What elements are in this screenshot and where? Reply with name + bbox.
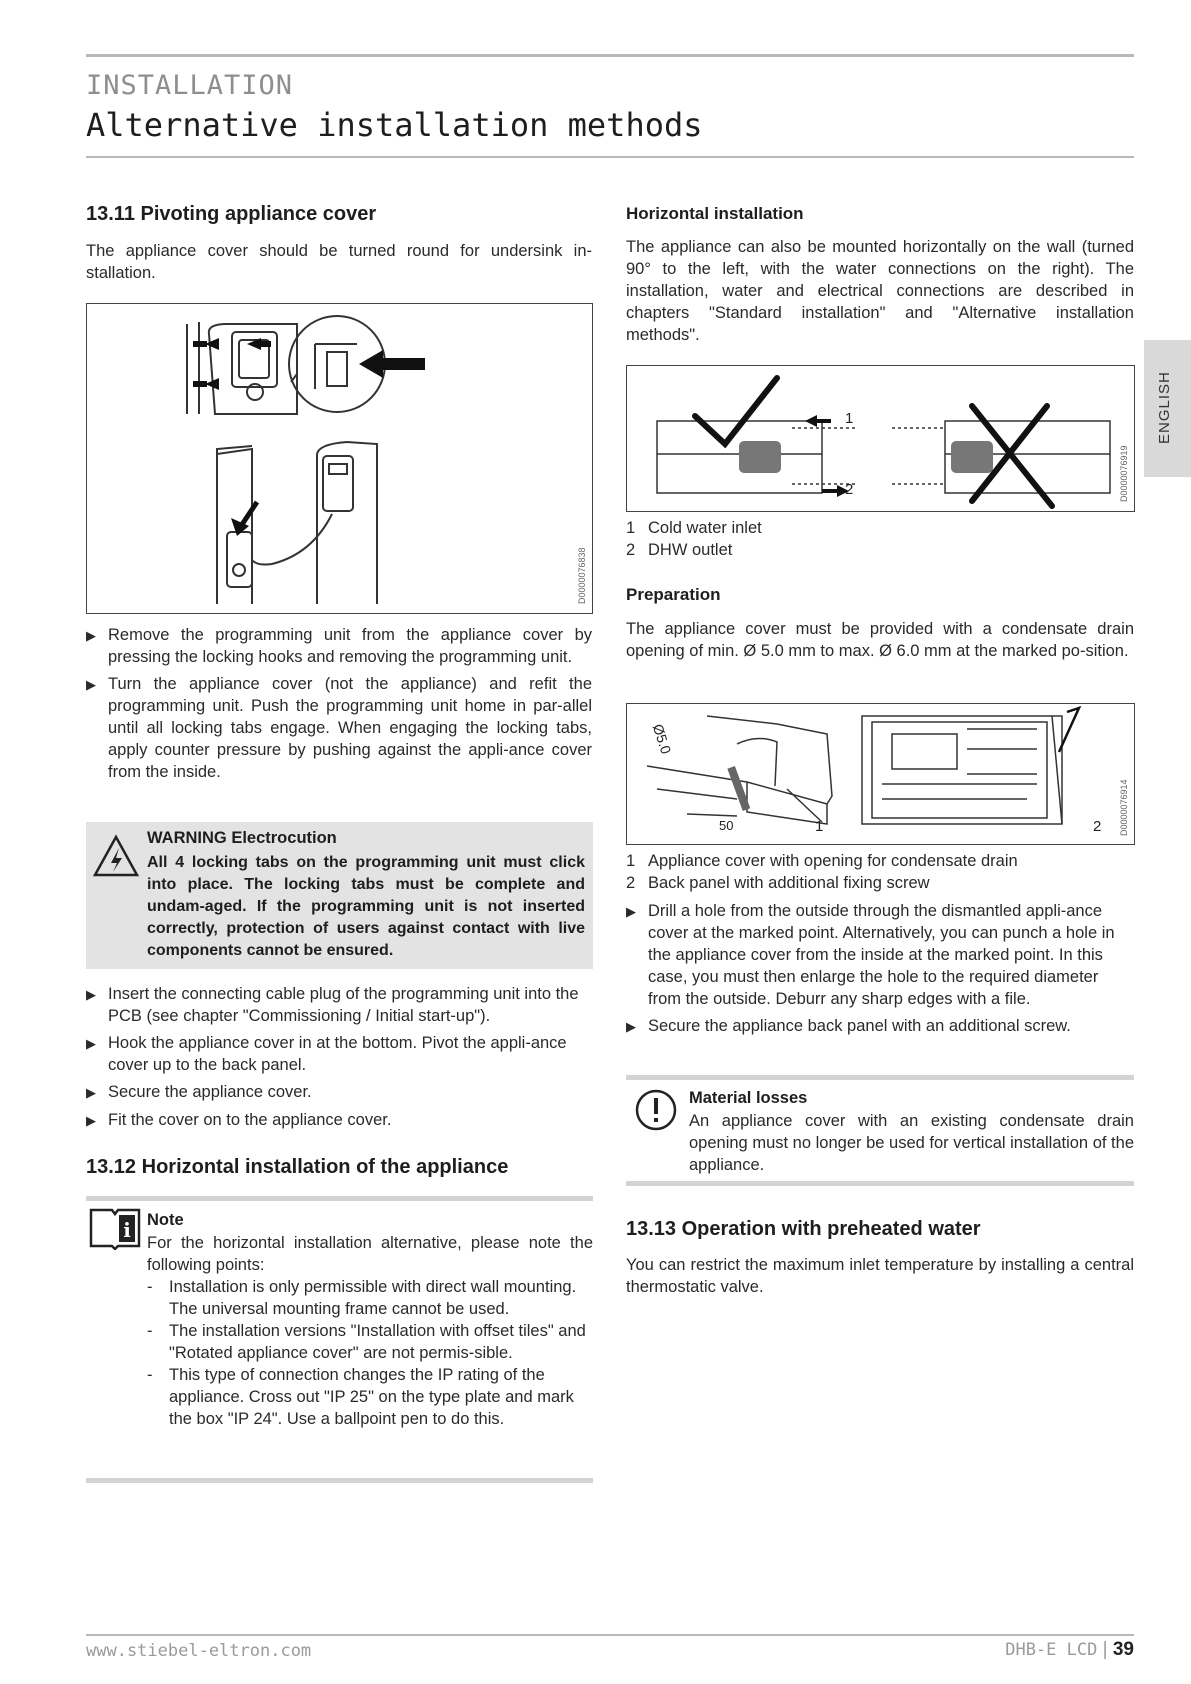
warning-box [86,822,593,969]
bullet-triangle-icon: ▶ [86,987,96,1002]
section-13-11-heading [86,203,376,226]
footer-url[interactable]: www.stiebel-eltron.com [86,1641,312,1661]
label-2: 2 [845,481,854,498]
material-losses-title: Material losses [689,1089,808,1107]
preparation-heading: Preparation [626,585,721,604]
section-13-13-heading [626,1218,981,1241]
horizontal-orientation-illustration [627,366,1134,511]
pivot-cover-illustration [87,304,592,613]
bullet-item: ▶ Insert the connecting cable plug of the programming unit into the PCB (see chapter "Commissioning / Initial start-up"). [86,985,579,1025]
figure-id: D0000076914 [1119,779,1129,836]
preparation-bullets [626,900,1134,1038]
figure-condensate-drain [626,703,1135,845]
section-13-11-intro: The appliance cover should be turned round for undersink in-stallation. [86,242,592,282]
bullet-list-b [86,983,592,1132]
material-losses-text: An appliance cover with an existing condensate drain opening must no longer be used for vertical installation of the appliance. [689,1112,1134,1174]
section-title: Operation with preheated water [681,1218,981,1240]
material-bottom-bar [626,1181,1134,1186]
note-list [147,1276,593,1430]
label-1: 1 [845,410,854,427]
bullet-triangle-icon: ▶ [86,1113,96,1128]
bullet-triangle-icon: ▶ [626,904,636,919]
bullet-list-a [86,624,592,783]
bullet-triangle-icon: ▶ [86,677,96,692]
note-bottom-bar [86,1478,593,1483]
legend-item: 2 DHW outlet [626,541,733,559]
exclamation-circle-icon [634,1088,678,1132]
svg-text:i: i [123,1218,131,1242]
top-rule [86,54,1134,57]
note-list-item: - The installation versions "Installation with offset tiles" and "Rotated appliance cover" are not permis-sible. [147,1322,586,1362]
legend-item: 2 Back panel with additional fixing screw [626,874,930,892]
warning-electrocution-icon [92,834,140,878]
figure-pivot-cover [86,303,593,614]
language-tab[interactable] [1144,340,1191,477]
footer-page-info [1005,1639,1134,1661]
footer-product: DHB-E LCD [1005,1640,1098,1660]
language-tab-label: ENGLISH [1156,371,1173,444]
diameter-label: Ø5.0 [649,722,675,756]
header-rule [86,156,1134,158]
info-book-icon [88,1206,142,1250]
bullet-item: ▶ Remove the programming unit from the appliance cover by pressing the locking hooks and removing the programming unit. [86,626,592,666]
bullet-triangle-icon: ▶ [86,1085,96,1100]
footer-rule [86,1634,1134,1636]
page-number: 39 [1112,1639,1134,1660]
section-number: 13.13 [626,1218,677,1240]
material-top-bar [626,1075,1134,1080]
label-1: 1 [815,818,824,835]
footer-separator: | [1102,1639,1108,1660]
note-text: For the horizontal installation alternative, please note the following points: [147,1234,593,1274]
figure-id: D0000076838 [577,547,587,604]
bullet-triangle-icon: ▶ [86,1036,96,1051]
warning-text: All 4 locking tabs on the programming unit must click into place. The locking tabs must be complete and undam-aged. If the programming unit is not inserted correctly, protection of users against contact with live components cannot be ensured. [147,854,585,959]
note-list-item: - This type of connection changes the IP rating of the appliance. Cross out "IP 25" on the type plate and mark the box "IP 24". Use a ballpoint pen to do this. [147,1366,574,1428]
bullet-item: ▶ Turn the appliance cover (not the appliance) and refit the programming unit. Push the programming unit home in par-allel until all locking tabs engage. When engaging the locking tabs, apply counter pressure by pushing against the appli-ance cover from the inside. [86,675,592,781]
figure-id: D0000076919 [1119,445,1129,502]
bullet-item: ▶ Hook the appliance cover in at the bottom. Pivot the appli-ance cover up to the back panel. [86,1034,567,1074]
section-label: INSTALLATION [86,70,294,101]
note-list-item: - Installation is only permissible with direct wall mounting. The universal mounting frame cannot be used. [147,1278,577,1318]
section-13-12-heading [86,1156,508,1179]
horizontal-installation-heading: Horizontal installation [626,204,804,223]
section-title: Horizontal installation of the appliance [141,1156,509,1178]
bullet-triangle-icon: ▶ [626,1019,636,1034]
figure-horizontal-orientation [626,365,1135,512]
note-title: Note [147,1211,184,1229]
section-number: 13.11 [86,203,135,225]
page-title: Alternative installation methods [86,106,703,144]
section-number: 13.12 [86,1156,137,1178]
condensate-drain-illustration [627,704,1134,844]
bullet-item: ▶ Secure the appliance cover. [86,1081,592,1104]
warning-title: WARNING Electrocution [147,829,337,847]
horizontal-installation-text: The appliance can also be mounted horizontally on the wall (turned 90° to the left, with the water connections on the right). The installation, water and electrical connections are described in chapters "Standard installation" and "Alternative installation methods". [626,238,1134,344]
note-top-bar [86,1196,593,1201]
section-title: Pivoting appliance cover [140,203,377,225]
legend-horizontal [626,517,1134,561]
legend-item: 1 Cold water inlet [626,519,762,537]
section-13-13-text: You can restrict the maximum inlet temperature by installing a central thermostatic valve. [626,1256,1134,1296]
bullet-item: ▶ Secure the appliance back panel with an additional screw. [626,1015,1134,1038]
legend-item: 1 Appliance cover with opening for condensate drain [626,852,1018,870]
preparation-text: The appliance cover must be provided with a condensate drain opening of min. Ø 5.0 mm to max. Ø 6.0 mm at the marked po-sition. [626,620,1134,660]
legend-preparation [626,850,1134,894]
bullet-item: ▶ Fit the cover on to the appliance cover. [86,1109,592,1132]
label-2: 2 [1093,818,1102,835]
bullet-item: ▶ Drill a hole from the outside through the dismantled appli-ance cover at the marked point. Alternatively, you can punch a hole in the appliance cover from the inside at the marked point. In this case, you must then enlarge the hole to the required diameter from the outside. Deburr any sharp edges with a file. [626,902,1115,1008]
dimension-50-label: 50 [719,818,734,833]
bullet-triangle-icon: ▶ [86,628,96,643]
